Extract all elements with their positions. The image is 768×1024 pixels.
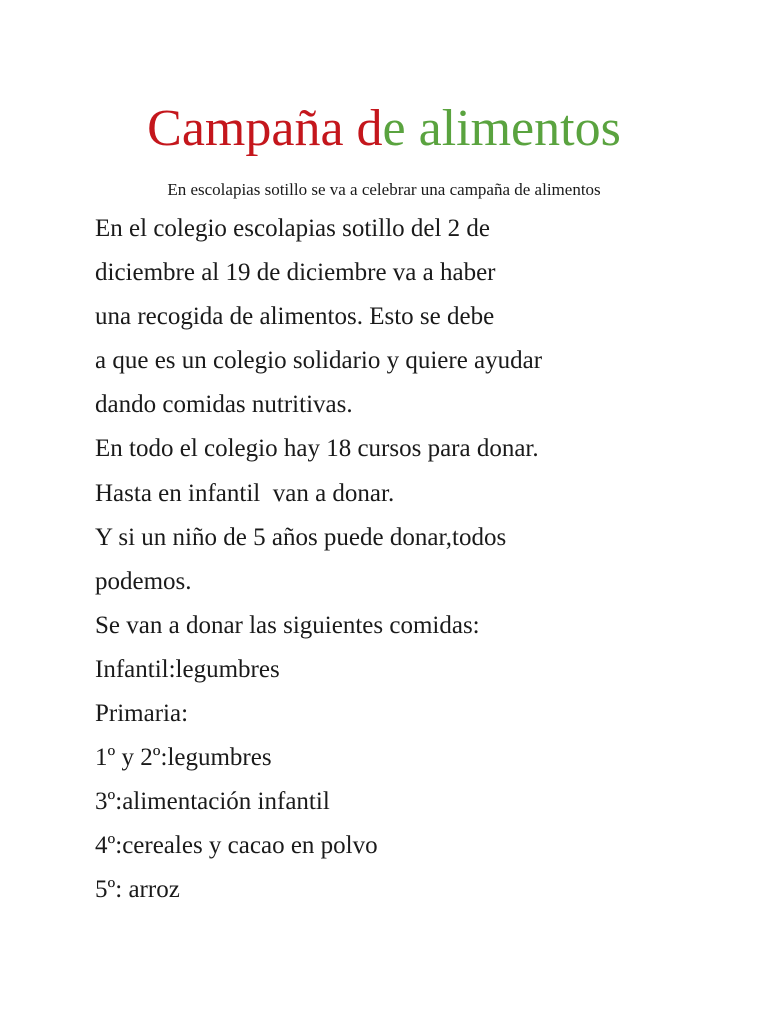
body-line: podemos. <box>95 567 192 595</box>
body-line: 4º:cereales y cacao en polvo <box>95 832 378 860</box>
page-title <box>0 96 768 162</box>
body-line: diciembre al 19 de diciembre va a haber <box>95 259 496 287</box>
body-text <box>95 207 735 913</box>
body-line: Primaria: <box>95 700 189 728</box>
body-line: Se van a donar las siguientes comidas: <box>95 611 480 639</box>
body-line: 5º: arroz <box>95 876 180 904</box>
page-subtitle: En escolapias sotillo se va a celebrar una campaña de alimentos <box>167 180 601 199</box>
title-red-part: Campaña d <box>147 100 383 157</box>
body-line: En todo el colegio hay 18 cursos para donar. <box>95 435 539 463</box>
body-line: una recogida de alimentos. Esto se debe <box>95 303 495 331</box>
body-line: Infantil:legumbres <box>95 655 280 683</box>
body-line: Hasta en infantil van a donar. <box>95 479 395 507</box>
title-green-part: e alimentos <box>382 100 621 157</box>
body-line: En el colegio escolapias sotillo del 2 de <box>95 215 491 242</box>
body-line: Y si un niño de 5 años puede donar,todos <box>95 523 507 551</box>
body-line: a que es un colegio solidario y quiere ayudar <box>95 347 543 375</box>
body-line: 1º y 2º:legumbres <box>95 744 272 772</box>
body-line: dando comidas nutritivas. <box>95 391 353 419</box>
body-line: 3º:alimentación infantil <box>95 788 330 816</box>
